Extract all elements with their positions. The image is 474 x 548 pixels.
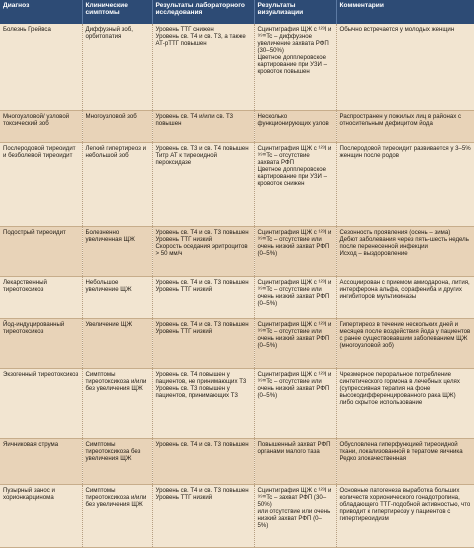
- cell-comments: Обусловлена гиперфункцией тиреоидной ткани, локализованной в тератоме яичника Редко злокачественная: [336, 438, 474, 484]
- header-comments: Комментарии: [336, 0, 474, 24]
- cell-lab: Уровень св. Т4 и св. Т3 повышен Уровень ТТГ низкий Скорость оседания эритроцитов > 50 мм/ч: [152, 226, 254, 276]
- cell-comments: Обычно встречается у молодых женщин: [336, 24, 474, 110]
- cell-comments: Чрезмерное пероральное потребление синтетического гормона в лечебных целях (супрессивная терапия на фоне высокодифференцированного рака ЩЖ) либо скрытое использование: [336, 368, 474, 438]
- cell-lab: Уровень св. Т4 и св. Т3 повышен Уровень ТТГ низкий: [152, 318, 254, 368]
- header-lab: Результаты лабораторного исследования: [152, 0, 254, 24]
- cell-imaging: Сцинтиграфия ЩЖ с ¹²³I и ⁹⁹ᵐTc – отсутствие или очень низкий захват РФП (0–5%): [254, 226, 336, 276]
- header-clinical: Клинические симптомы: [82, 0, 152, 24]
- header-row: [0, 0, 474, 24]
- cell-lab: Уровень св. Т4 и св. Т3 повышен: [152, 438, 254, 484]
- cell-imaging: Несколько функционирующих узлов: [254, 110, 336, 142]
- table-row: [0, 368, 474, 438]
- table-row: [0, 24, 474, 110]
- cell-diagnosis: Болезнь Грейвса: [0, 24, 82, 110]
- cell-diagnosis: Многоузловой/ узловой токсический зоб: [0, 110, 82, 142]
- cell-clinical: Увеличение ЩЖ: [82, 318, 152, 368]
- cell-comments: Ассоциирован с приемом амиодарона, лития, интерферона альфа, сорафениба и других ингибиторов мультикиназы: [336, 276, 474, 318]
- table-row: [0, 142, 474, 226]
- cell-clinical: Небольшое увеличение ЩЖ: [82, 276, 152, 318]
- cell-clinical: Легкий гипертиреоз и небольшой зоб: [82, 142, 152, 226]
- cell-diagnosis: Послеродовой тиреоидит и безболевой тиреоидит: [0, 142, 82, 226]
- cell-diagnosis: Яичниковая струма: [0, 438, 82, 484]
- cell-diagnosis: Йод-индуцированный тиреотоксикоз: [0, 318, 82, 368]
- cell-lab: Уровень св. Т3 и св. Т4 повышен Титр АТ к тиреоидной пероксидазе: [152, 142, 254, 226]
- table-row: [0, 226, 474, 276]
- cell-diagnosis: Пузырный занос и хорионкарцинома: [0, 484, 82, 547]
- cell-clinical: Симптомы тиреотоксикоза и/или без увеличения ЩЖ: [82, 368, 152, 438]
- table-row: [0, 276, 474, 318]
- cell-lab: Уровень св. Т4 и св. Т3 повышен Уровень ТТГ низкий: [152, 484, 254, 547]
- table-row: [0, 110, 474, 142]
- cell-lab: Уровень ТТГ снижен Уровень св. Т4 и св. Т3, а также АТ-рТТГ повышен: [152, 24, 254, 110]
- cell-clinical: Симптомы тиреотоксикоза и/или без увеличения ЩЖ: [82, 484, 152, 547]
- cell-diagnosis: Лекарственный тиреотоксикоз: [0, 276, 82, 318]
- cell-clinical: Болезненно увеличенная ЩЖ: [82, 226, 152, 276]
- cell-imaging: Сцинтиграфия ЩЖ с ¹²³I и ⁹⁹ᵐTc – отсутствие захвата РФП Цветное допплеровское картирование при УЗИ – кровоток снижен: [254, 142, 336, 226]
- cell-lab: Уровень св. Т4 и св. Т3 повышен Уровень ТТГ низкий: [152, 276, 254, 318]
- cell-imaging: Сцинтиграфия ЩЖ с ¹²³I и ⁹⁹ᵐTc – захват РФП (30–50%) или отсутствие или очень низкий захват РФП (0–5%): [254, 484, 336, 547]
- cell-comments: Распространен у пожилых лиц в районах с относительным дефицитом йода: [336, 110, 474, 142]
- cell-clinical: Диффузный зоб, орбитопатия: [82, 24, 152, 110]
- cell-imaging: Сцинтиграфия ЩЖ с ¹²³I и ⁹⁹ᵐTc – отсутствие или очень низкий захват РФП (0–5%): [254, 276, 336, 318]
- cell-comments: Сезонность проявления (осень – зима) Дебют заболевания через пять-шесть недель после перенесенной инфекции Исход – выздоровление: [336, 226, 474, 276]
- cell-imaging: Сцинтиграфия ЩЖ с ¹²³I и ⁹⁹ᵐTc – отсутствие или очень низкий захват РФП (0–5%): [254, 318, 336, 368]
- cell-imaging: Повышенный захват РФП органами малого таза: [254, 438, 336, 484]
- table-row: [0, 318, 474, 368]
- cell-diagnosis: Подострый тиреоидит: [0, 226, 82, 276]
- header-diagnosis: Диагноз: [0, 0, 82, 24]
- cell-comments: Основные патогенеза выработка больших количеств хорионического гонадотропина, обладающего ТТГ-подобной активностью, что приводит к гипертиреозу у пациентов с гипертиреоидизм: [336, 484, 474, 547]
- cell-imaging: Сцинтиграфия ЩЖ с ¹²³I и ⁹⁹ᵐTc – отсутствие или очень низкий захват РФП (0–5%): [254, 368, 336, 438]
- table-row: [0, 438, 474, 484]
- cell-lab: Уровень св. Т4 повышен у пациентов, не принимающих Т3 Уровень св. Т3 повышен у пациентов, принимающих Т3: [152, 368, 254, 438]
- cell-diagnosis: Экзогенный тиреотоксикоз: [0, 368, 82, 438]
- cell-clinical: Симптомы тиреотоксикоза без увеличения ЩЖ: [82, 438, 152, 484]
- cell-comments: Послеродовой тиреоидит развивается у 3–5% женщин после родов: [336, 142, 474, 226]
- cell-clinical: Многоузловой зоб: [82, 110, 152, 142]
- cell-comments: Гипертиреоз в течение нескольких дней и месяцев после воздействия йода у пациентов с ранее существовавшим заболеванием ЩЖ (многоузловой зоб): [336, 318, 474, 368]
- cell-imaging: Сцинтиграфия ЩЖ с ¹²³I и ⁹⁹ᵐTc – диффузное увеличение захвата РФП (30–50%) Цветное допплеровское картирование при УЗИ – кровоток повышен: [254, 24, 336, 110]
- table-row: [0, 484, 474, 547]
- cell-lab: Уровень св. Т4 и/или св. Т3 повышен: [152, 110, 254, 142]
- header-imaging: Результаты визуализации: [254, 0, 336, 24]
